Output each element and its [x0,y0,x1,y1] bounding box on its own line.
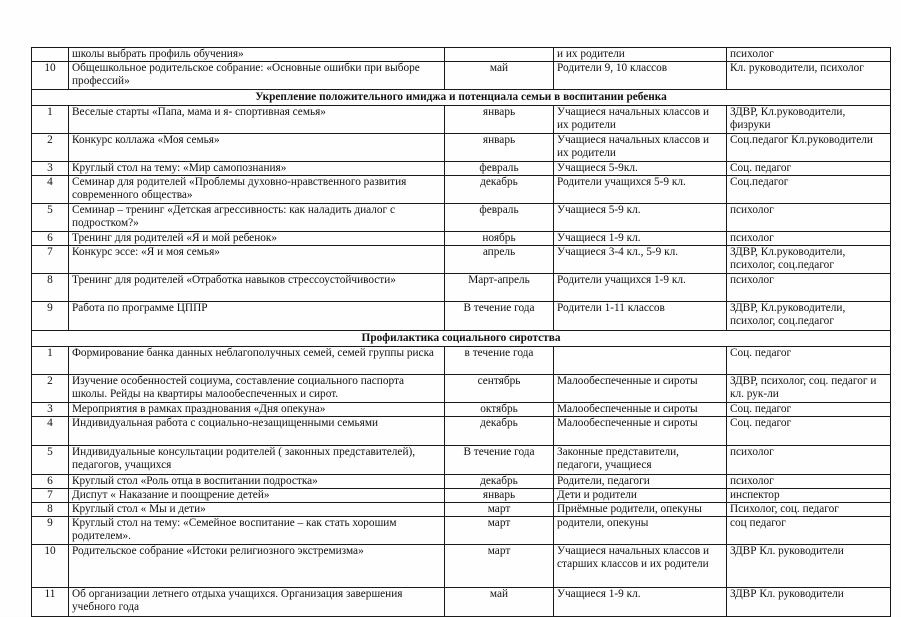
date-cell: январь [445,106,554,134]
responsible-cell: психолог [727,475,891,489]
responsible-cell: Соц.педагог Кл.руководители [727,134,891,162]
section-header-row [32,90,891,106]
responsible-cell: ЗДВР, Кл.руководители, психолог, соц.педагог [727,302,891,331]
responsible-cell: психолог [727,232,891,246]
participants-cell: Учащиеся начальных классов и старших классов и их родители [554,545,727,588]
participants-cell: Малообеспеченные и сироты [554,403,727,417]
participants-cell: Учащиеся начальных классов и их родители [554,106,727,134]
row-number: 2 [32,375,69,403]
date-cell: февраль [445,162,554,176]
responsible-cell: психолог [727,446,891,475]
participants-cell: Родители учащихся 5-9 кл. [554,176,727,204]
activity-cell: Об организации летнего отдыха учащихся. Организация завершения учебного года [69,588,445,617]
date-cell [445,48,554,62]
responsible-cell: ЗДВР, психолог, соц. педагог и кл. рук-ли [727,375,891,403]
date-cell: В течение года [445,302,554,331]
row-number [32,48,69,62]
responsible-cell: ЗДВР, Кл.руководители, физруки [727,106,891,134]
participants-cell: Родители 9, 10 классов [554,62,727,90]
responsible-cell: психолог [727,204,891,232]
table-row [32,517,891,545]
responsible-cell: Соц. педагог [727,403,891,417]
participants-cell: Учащиеся начальных классов и их родители [554,134,727,162]
activity-cell: Круглый стол на тему: «Мир самопознания» [69,162,445,176]
date-cell: май [445,588,554,617]
table-row [32,162,891,176]
table-row [32,347,891,375]
row-number: 9 [32,302,69,331]
row-number: 3 [32,162,69,176]
date-cell: март [445,517,554,545]
activity-cell: Диспут « Наказание и поощрение детей» [69,489,445,503]
table-row [32,446,891,475]
participants-cell: и их родители [554,48,727,62]
participants-cell: Родители учащихся 1-9 кл. [554,274,727,302]
participants-cell: родители, опекуны [554,517,727,545]
row-number: 11 [32,588,69,617]
responsible-cell: психолог [727,48,891,62]
table-row [32,302,891,331]
responsible-cell: ЗДВР, Кл.руководители, психолог, соц.педагог [727,246,891,274]
table-row [32,489,891,503]
activity-cell: Тренинг для родителей «Я и мой ребенок» [69,232,445,246]
activity-cell: Веселые старты «Папа, мама и я- спортивная семья» [69,106,445,134]
responsible-cell: Соц. педагог [727,162,891,176]
date-cell: май [445,62,554,90]
table-row [32,545,891,588]
row-number: 7 [32,489,69,503]
activity-cell: Круглый стол «Роль отца в воспитании подростка» [69,475,445,489]
row-number: 10 [32,62,69,90]
row-number: 3 [32,403,69,417]
date-cell: в течение года [445,347,554,375]
activity-cell: Родительское собрание «Истоки религиозного экстремизма» [69,545,445,588]
responsible-cell: Соц. педагог [727,417,891,446]
section-header-row [32,331,891,347]
section-title: Профилактика социального сиротства [32,331,891,347]
activity-cell: Формирование банка данных неблагополучных семей, семей группы риска [69,347,445,375]
participants-cell: Учащиеся 5-9кл. [554,162,727,176]
date-cell: сентябрь [445,375,554,403]
row-number: 5 [32,204,69,232]
row-number: 4 [32,176,69,204]
participants-cell: Родители, педагоги [554,475,727,489]
date-cell: октябрь [445,403,554,417]
activity-cell: Индивидуальные консультации родителей ( законных представителей), педагогов, учащихся [69,446,445,475]
date-cell: апрель [445,246,554,274]
date-cell: март [445,503,554,517]
row-number: 8 [32,503,69,517]
table-row [32,475,891,489]
activities-table [31,47,891,617]
activity-cell: школы выбрать профиль обучения» [69,48,445,62]
participants-cell: Учащиеся 3-4 кл., 5-9 кл. [554,246,727,274]
table-row [32,417,891,446]
table-row [32,62,891,90]
participants-cell: Учащиеся 1-9 кл. [554,588,727,617]
activity-cell: Семинар – тренинг «Детская агрессивность: как наладить диалог с подростком?» [69,204,445,232]
row-number: 2 [32,134,69,162]
row-number: 6 [32,475,69,489]
date-cell: март [445,545,554,588]
table-row [32,134,891,162]
date-cell: февраль [445,204,554,232]
participants-cell: Приёмные родители, опекуны [554,503,727,517]
responsible-cell: психолог [727,274,891,302]
table-row [32,403,891,417]
responsible-cell: инспектор [727,489,891,503]
activity-cell: Мероприятия в рамках празднования «Дня опекуна» [69,403,445,417]
date-cell: В течение года [445,446,554,475]
date-cell: декабрь [445,417,554,446]
table-row [32,375,891,403]
table-row [32,274,891,302]
table-row [32,232,891,246]
responsible-cell: Соц.педагог [727,176,891,204]
activity-cell: Тренинг для родителей «Отработка навыков стрессоустойчивости» [69,274,445,302]
activity-cell: Семинар для родителей «Проблемы духовно-нравственного развития современного общества» [69,176,445,204]
date-cell: ноябрь [445,232,554,246]
table-row [32,204,891,232]
participants-cell: Родители 1-11 классов [554,302,727,331]
date-cell: январь [445,134,554,162]
participants-cell: Законные представители, педагоги, учащиеся [554,446,727,475]
section-title: Укрепление положительного имиджа и потенциала семьи в воспитании ребенка [32,90,891,106]
activity-cell: Общешкольное родительское собрание: «Основные ошибки при выборе профессий» [69,62,445,90]
participants-cell: Дети и родители [554,489,727,503]
date-cell: Март-апрель [445,274,554,302]
responsible-cell: Соц. педагог [727,347,891,375]
responsible-cell: ЗДВР Кл. руководители [727,588,891,617]
table-row [32,588,891,617]
participants-cell: Учащиеся 5-9 кл. [554,204,727,232]
responsible-cell: соц педагог [727,517,891,545]
table-row [32,503,891,517]
table-row [32,246,891,274]
row-number: 10 [32,545,69,588]
row-number: 1 [32,347,69,375]
activity-cell: Конкурс эссе: «Я и моя семья» [69,246,445,274]
row-number: 9 [32,517,69,545]
participants-cell: Учащиеся 1-9 кл. [554,232,727,246]
date-cell: январь [445,489,554,503]
date-cell: декабрь [445,176,554,204]
responsible-cell: Кл. руководители, психолог [727,62,891,90]
responsible-cell: Психолог, соц. педагог [727,503,891,517]
row-number: 4 [32,417,69,446]
row-number: 7 [32,246,69,274]
participants-cell: Малообеспеченные и сироты [554,375,727,403]
activity-cell: Работа по программе ЦППР [69,302,445,331]
activity-cell: Конкурс коллажа «Моя семья» [69,134,445,162]
row-number: 8 [32,274,69,302]
activity-cell: Индивидуальная работа с социально-незащищенными семьями [69,417,445,446]
participants-cell [554,347,727,375]
activities-table-body [32,48,891,617]
activity-cell: Изучение особенностей социума, составление социального паспорта школы. Рейды на квартиры малообеспеченных и сирот. [69,375,445,403]
participants-cell: Малообеспеченные и сироты [554,417,727,446]
table-row [32,176,891,204]
row-number: 6 [32,232,69,246]
activity-cell: Круглый стол на тему: «Семейное воспитание – как стать хорошим родителем». [69,517,445,545]
table-row [32,48,891,62]
table-row [32,106,891,134]
responsible-cell: ЗДВР Кл. руководители [727,545,891,588]
row-number: 1 [32,106,69,134]
row-number: 5 [32,446,69,475]
activity-cell: Круглый стол « Мы и дети» [69,503,445,517]
date-cell: декабрь [445,475,554,489]
